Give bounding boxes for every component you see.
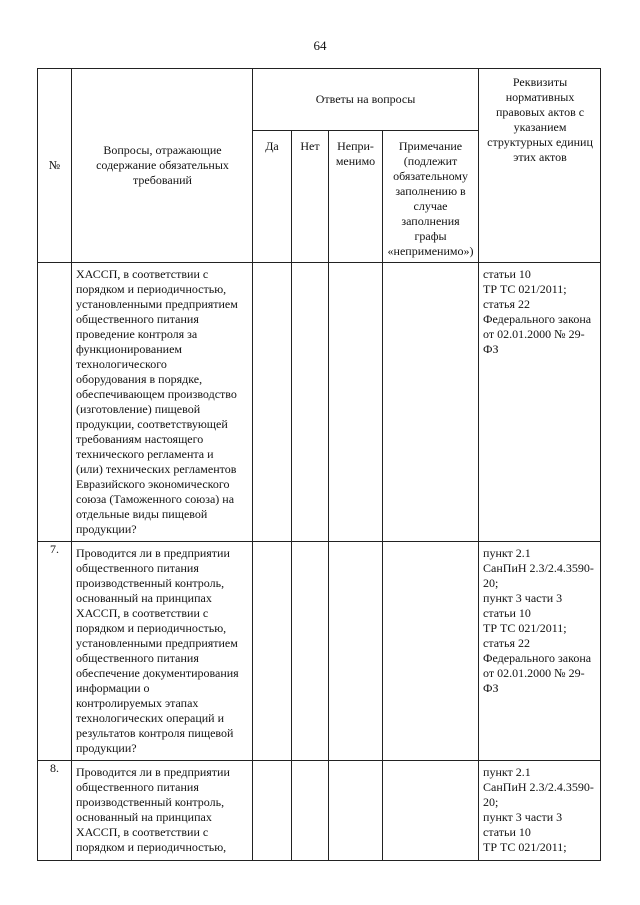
header-answers	[253, 69, 479, 131]
row-question	[72, 542, 253, 761]
row-note-cell	[383, 761, 479, 861]
row-na-cell	[329, 542, 383, 761]
row-requisites	[479, 761, 601, 861]
row-question-text: Проводится ли в предприятии общественного питания производственный контроль, основанный на принципах ХАССП, в соответствии с порядком и периодичностью,	[76, 765, 230, 854]
row-na-cell	[329, 263, 383, 542]
header-note-label: Примечание (подлежит обязательному заполнению в случае заполнения графы «неприменимо»)	[387, 139, 474, 258]
row-question	[72, 263, 253, 542]
header-requisites-label: Реквизиты нормативных правовых актов с указанием структурных единиц этих актов	[487, 75, 593, 164]
row-question	[72, 761, 253, 861]
row-requisites-text: пункт 2.1 СанПиН 2.3/2.4.3590- 20; пункт 3 части 3 статьи 10 ТР ТС 021/2011; статья 22 Федерального закона от 02.01.2000 № 29- ФЗ	[483, 546, 594, 695]
row-requisites	[479, 542, 601, 761]
row-number: 8.	[38, 761, 72, 861]
row-number: 7.	[38, 542, 72, 761]
row-na-cell	[329, 761, 383, 861]
requirements-table	[37, 68, 601, 861]
row-requisites-text: пункт 2.1 СанПиН 2.3/2.4.3590- 20; пункт 3 части 3 статьи 10 ТР ТС 021/2011;	[483, 765, 594, 854]
row-no-cell	[292, 263, 329, 542]
table-row	[38, 761, 601, 861]
header-requisites	[479, 69, 601, 263]
header-note	[383, 131, 479, 263]
row-no-cell	[292, 542, 329, 761]
row-number	[38, 263, 72, 542]
row-no-cell	[292, 761, 329, 861]
table-row	[38, 542, 601, 761]
header-num: №	[38, 69, 72, 263]
row-requisites-text: статьи 10 ТР ТС 021/2011; статья 22 Федерального закона от 02.01.2000 № 29- ФЗ	[483, 267, 592, 356]
header-answers-label: Ответы на вопросы	[315, 92, 416, 106]
header-questions	[72, 69, 253, 263]
row-requisites	[479, 263, 601, 542]
header-no	[292, 131, 329, 263]
row-question-text: ХАССП, в соответствии с порядком и периодичностью, установленными предприятием общественного питания проведение контроля за функционированием технологического оборудования в порядке, обеспечивающем производство (изготовление) пищевой продукции, соответствующей требованиям настоящего технического регламента и (или) технических регламентов Евразийского экономического союза (Таможенного союза) на отдельные виды пищевой продукции?	[76, 267, 238, 536]
row-yes-cell	[253, 263, 292, 542]
row-question-text: Проводится ли в предприятии общественного питания производственный контроль, основанный на принципах ХАССП, в соответствии с порядком и периодичностью, установленными предприятием общественного питания обеспечение документирования информации о контролируемых этапах технологических операций и результатов контроля пищевой продукции?	[76, 546, 239, 755]
header-yes-label: Да	[265, 139, 279, 153]
header-no-label: Нет	[300, 139, 320, 153]
row-yes-cell	[253, 542, 292, 761]
header-na	[329, 131, 383, 263]
row-yes-cell	[253, 761, 292, 861]
row-note-cell	[383, 542, 479, 761]
page-number: 64	[313, 38, 327, 53]
header-yes	[253, 131, 292, 263]
header-questions-label: Вопросы, отражающие содержание обязательных требований	[96, 143, 229, 187]
header-na-label: Непри- менимо	[335, 139, 376, 168]
row-note-cell	[383, 263, 479, 542]
table-row	[38, 263, 601, 542]
